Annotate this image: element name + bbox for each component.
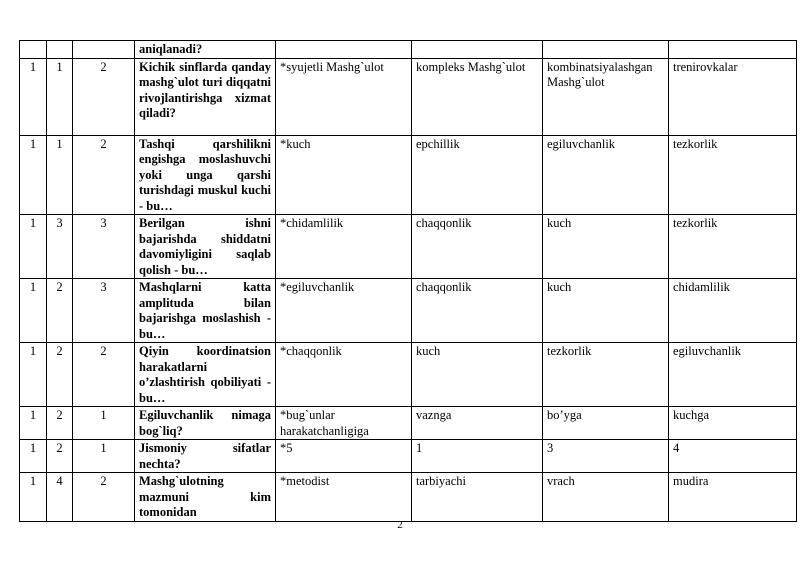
col-1-number: 1: [20, 215, 47, 279]
col-2-number: 3: [47, 215, 73, 279]
answer-option-4-cell: chidamlilik: [669, 279, 797, 343]
col-1-number: 1: [20, 279, 47, 343]
answer-option-2-cell: chaqqonlik: [412, 215, 543, 279]
answer-option-3-cell: egiluvchanlik: [543, 135, 669, 215]
question-cell: Mashg`ulotning mazmuni kim tomonidan: [135, 473, 276, 522]
col-1-number: 1: [20, 343, 47, 407]
answer-option-4-cell: mudira: [669, 473, 797, 522]
answer-option-4-cell: 4: [669, 440, 797, 473]
answer-option-3-cell: vrach: [543, 473, 669, 522]
answer-option-4-cell: egiluvchanlik: [669, 343, 797, 407]
col-3-number: 1: [73, 407, 135, 440]
col-1-number: 1: [20, 135, 47, 215]
answer-correct-cell: *syujetli Mashg`ulot: [276, 58, 412, 135]
col-2-number: 2: [47, 440, 73, 473]
col-2-number: 2: [47, 407, 73, 440]
answer-option-3-cell: kuch: [543, 279, 669, 343]
col-1-number: 1: [20, 407, 47, 440]
answer-option-2-cell: vaznga: [412, 407, 543, 440]
answer-option-2-cell: kuch: [412, 343, 543, 407]
answer-option-3-cell: 3: [543, 440, 669, 473]
col-2-number: 4: [47, 473, 73, 522]
question-cell: Egiluvchanlik nimaga bog`liq?: [135, 407, 276, 440]
col-1-number: 1: [20, 473, 47, 522]
col-1-number: 1: [20, 440, 47, 473]
answer-option-3-cell: kuch: [543, 215, 669, 279]
col-1-number: 1: [20, 58, 47, 135]
answer-option-4-cell: [669, 41, 797, 59]
col-3-number: 2: [73, 58, 135, 135]
table-row: [20, 215, 797, 279]
answer-option-3-cell: [543, 41, 669, 59]
col-3-number: 2: [73, 473, 135, 522]
answer-option-3-cell: kombinatsiyalashgan Mashg`ulot: [543, 58, 669, 135]
col-2-number: 1: [47, 58, 73, 135]
col-3-number: 3: [73, 215, 135, 279]
col-2-number: [47, 41, 73, 59]
table-row: [20, 41, 797, 59]
col-2-number: 1: [47, 135, 73, 215]
answer-option-2-cell: [412, 41, 543, 59]
col-3-number: 1: [73, 440, 135, 473]
answer-option-4-cell: tezkorlik: [669, 215, 797, 279]
answer-option-3-cell: tezkorlik: [543, 343, 669, 407]
answer-correct-cell: *chaqqonlik: [276, 343, 412, 407]
question-cell: Jismoniy sifatlar nechta?: [135, 440, 276, 473]
answer-correct-cell: *egiluvchanlik: [276, 279, 412, 343]
answer-correct-cell: *chidamlilik: [276, 215, 412, 279]
col-2-number: 2: [47, 279, 73, 343]
question-cell: Tashqi qarshilikni engishga moslashuvchi yoki unga qarshi turishdagi muskul kuchi - bu…: [135, 135, 276, 215]
table-body: [20, 41, 797, 522]
table-row: [20, 407, 797, 440]
question-cell: Qiyin koordinatsion harakatlarni o’zlashtirish qobiliyati - bu…: [135, 343, 276, 407]
question-cell: aniqlanadi?: [135, 41, 276, 59]
question-cell: Kichik sinflarda qanday mashg`ulot turi diqqatni rivojlantirishga xizmat qiladi?: [135, 58, 276, 135]
answer-correct-cell: *kuch: [276, 135, 412, 215]
table-row: [20, 473, 797, 522]
col-1-number: [20, 41, 47, 59]
answer-option-2-cell: tarbiyachi: [412, 473, 543, 522]
answer-option-4-cell: tezkorlik: [669, 135, 797, 215]
answer-correct-cell: *bug`unlar harakatchanligiga: [276, 407, 412, 440]
col-3-number: 2: [73, 135, 135, 215]
answer-option-2-cell: kompleks Mashg`ulot: [412, 58, 543, 135]
answer-option-4-cell: trenirovkalar: [669, 58, 797, 135]
answer-correct-cell: [276, 41, 412, 59]
answer-option-2-cell: 1: [412, 440, 543, 473]
table-row: [20, 440, 797, 473]
question-cell: Berilgan ishni bajarishda shiddatni davomiyligini saqlab qolish - bu…: [135, 215, 276, 279]
col-3-number: [73, 41, 135, 59]
answer-correct-cell: *5: [276, 440, 412, 473]
col-3-number: 3: [73, 279, 135, 343]
table-row: [20, 343, 797, 407]
col-3-number: 2: [73, 343, 135, 407]
test-questions-table: [19, 40, 797, 522]
col-2-number: 2: [47, 343, 73, 407]
table-row: [20, 58, 797, 135]
page-number: 2: [397, 519, 403, 531]
table-row: [20, 279, 797, 343]
answer-option-3-cell: bo’yga: [543, 407, 669, 440]
question-cell: Mashqlarni katta amplituda bilan bajarishga moslashish - bu…: [135, 279, 276, 343]
answer-option-4-cell: kuchga: [669, 407, 797, 440]
table-row: [20, 135, 797, 215]
answer-option-2-cell: chaqqonlik: [412, 279, 543, 343]
answer-option-2-cell: epchillik: [412, 135, 543, 215]
answer-correct-cell: *metodist: [276, 473, 412, 522]
